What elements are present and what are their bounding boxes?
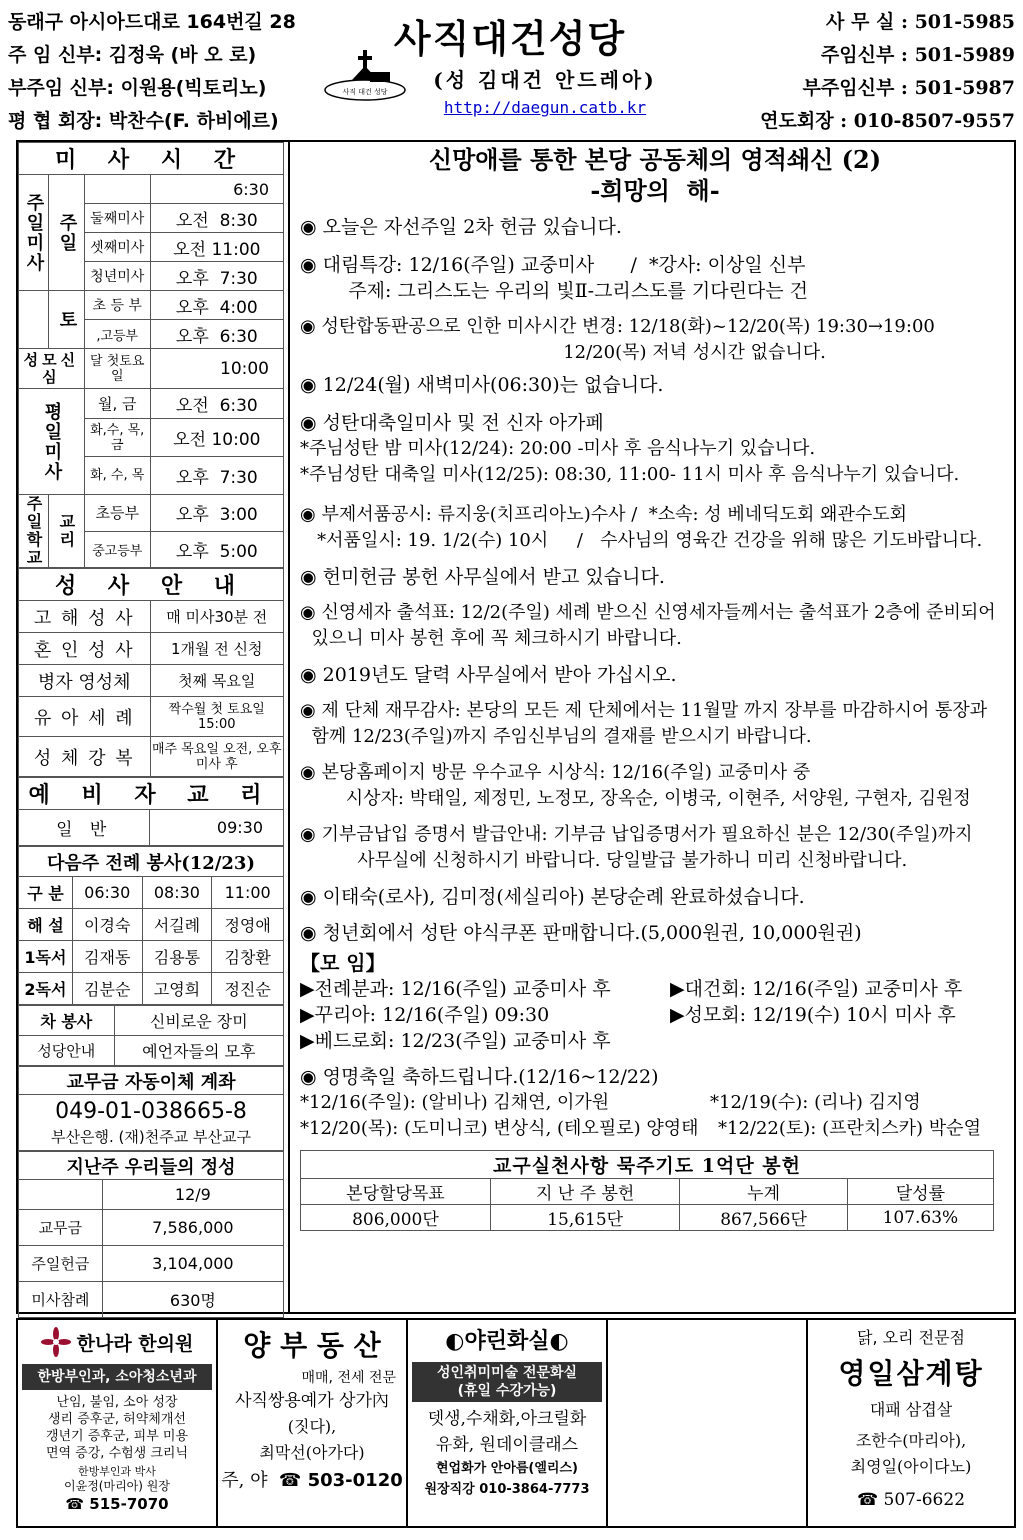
guide-label: 성당안내 — [19, 1036, 115, 1066]
guide-value: 예언자들의 모후 — [114, 1036, 283, 1066]
meetings-title: 【모 임】 — [300, 951, 386, 975]
header-right-phones — [735, 6, 1015, 138]
mass-ampm: 오전 — [175, 210, 209, 231]
clinic-services — [18, 1394, 216, 1462]
school-name: 초등부 — [84, 495, 150, 532]
mass-name: 초 등 부 — [84, 291, 150, 320]
meeting-item: ▶대건회: 12/16(주일) 교중미사 후 — [670, 978, 963, 1000]
weekday-time: 6:30 — [219, 396, 258, 416]
mass-time: 8:30 — [219, 210, 258, 231]
bullet-icon: ◉ — [300, 664, 317, 686]
weekday-time: 10:00 — [211, 430, 261, 450]
school-time: 5:00 — [219, 541, 258, 562]
weekday-name: 월, 금 — [84, 389, 150, 419]
council-president: 평 협 회장: 박찬수(F. 하비에르) — [8, 110, 279, 132]
mass-name: ,고등부 — [84, 320, 150, 349]
offering-title: 지난주 우리들의 정성 — [19, 1152, 284, 1180]
mass-time: 6:30 — [233, 179, 269, 199]
holy-mother-name: 달 첫토요일 — [84, 349, 150, 389]
sacrament-info: 1개월 전 신청 — [150, 633, 284, 665]
account-table — [18, 1066, 284, 1151]
weekday-name: 화,수, 목, 금 — [84, 419, 150, 457]
bullet-icon: ◉ — [300, 504, 316, 525]
clinic-line: 생리 증후군, 허약체개선 — [48, 1412, 186, 1427]
announcements — [300, 144, 1010, 1231]
church-name: 사직대건성당 — [393, 17, 627, 61]
sacrament-name: 유 아 세 례 — [19, 697, 151, 737]
service-table — [18, 846, 284, 1005]
school-name: 중고등부 — [84, 531, 150, 568]
mass-ampm: 오후 — [175, 326, 209, 347]
catechumen-time: 09:30 — [150, 810, 284, 846]
announcement-text: 부제서품공시: 류지웅(치프리아노)수사 / *소속: 성 베네딕도회 왜관수도회 — [321, 504, 907, 525]
catechumen-label: 일 반 — [19, 810, 150, 846]
service-title: 다음주 전례 봉사(12/23) — [19, 847, 284, 877]
service-cell: 11:00 — [212, 877, 284, 909]
announcement-text: 이태숙(로사), 김미정(세실리아) 본당순례 완료하셨습니다. — [322, 886, 805, 908]
weekday-time: 7:30 — [219, 468, 258, 488]
rosary-program-table — [300, 1150, 994, 1231]
art-band-line1: 성인취미미술 전문화실 — [436, 1365, 578, 1381]
clinic-doc1: 한방부인과 박사 — [78, 1465, 156, 1478]
mass-ampm: 오후 — [175, 297, 209, 318]
announcement-item — [300, 314, 1010, 366]
pastor-phone: 주임신부 : 501-5989 — [820, 44, 1015, 66]
offering-label: 미사참례 — [19, 1282, 103, 1318]
pastor: 주 임 신부: 김정욱 (바 오 로) — [8, 44, 257, 66]
samgye-name: 영일삼계탕 — [838, 1357, 984, 1390]
offering-date: 12/9 — [102, 1180, 283, 1210]
clinic-doc2: 이윤정(마리아) 원장 — [64, 1479, 170, 1493]
mass-time: 6:30 — [219, 326, 258, 347]
sacrament-name: 성 체 강 복 — [19, 737, 151, 777]
saturday-sub-label: 토 — [48, 291, 84, 349]
announcement-text: 2019년도 달력 사무실에서 받아 가십시오. — [322, 664, 677, 686]
announcement-item — [300, 214, 1010, 240]
bullet-icon: ◉ — [300, 886, 317, 908]
clinic-line: 갱년기 증후군, 피부 미용 — [45, 1429, 189, 1444]
vigil-phone: 연도회장 : 010-8507-9557 — [760, 110, 1015, 132]
ad-clinic — [18, 1320, 218, 1526]
announcement-item — [300, 502, 1010, 554]
feast-item: *12/16(주일): (알비나) 김채연, 이가원 — [300, 1092, 610, 1113]
feast-row — [300, 1116, 1010, 1142]
main-heading: 신망애를 통한 본당 공동체의 영적쇄신 (2) — [428, 145, 882, 174]
meeting-item: ▶성모회: 12/19(수) 10시 미사 후 — [670, 1004, 956, 1026]
service-cell: 김재동 — [72, 941, 142, 973]
realty-person2: 최막선(아가다) — [259, 1443, 365, 1462]
announcement-text: 대림특강: 12/16(주일) 교중미사 / *강사: 이상일 신부 — [322, 254, 806, 276]
mass-ampm: 오전 — [173, 239, 207, 260]
bullet-icon: ◉ — [300, 762, 316, 783]
announcement-text: 성탄대축일미사 및 전 신자 아가페 — [322, 412, 604, 434]
service-row-label: 1독서 — [19, 941, 73, 973]
bullet-icon: ◉ — [300, 700, 316, 721]
sacrament-name: 병자 영성체 — [19, 665, 151, 697]
tea-service-label: 차 봉사 — [19, 1006, 115, 1036]
announcement-item — [300, 698, 1010, 750]
mass-time: 4:00 — [219, 297, 258, 318]
announcement-item — [300, 920, 1010, 946]
assistant-phone: 부주임신부 : 501-5987 — [802, 77, 1015, 99]
offering-value: 3,104,000 — [102, 1246, 283, 1282]
office-phone: 사 무 실 : 501-5985 — [826, 11, 1015, 33]
announcement-text: 청년회에서 성탄 야식쿠폰 판매합니다.(5,000원권, 10,000원권) — [322, 922, 862, 944]
main-subheading: -희망의 해- — [590, 176, 720, 205]
sacraments-table — [18, 568, 284, 777]
feast-row — [300, 1090, 1010, 1116]
website-link[interactable]: http://daegun.catb.kr — [443, 98, 647, 117]
feast-item: *12/22(토): (프란치스카) 박순열 — [718, 1118, 981, 1139]
announcement-text: 성탄합동판공으로 인한 미사시간 변경: 12/18(화)~12/20(목) 19:30→19:00 — [321, 316, 935, 337]
announcement-text: 있으니 미사 봉헌 후에 꼭 체크하시기 바랍니다. — [311, 628, 682, 649]
realty-contact — [218, 1466, 406, 1496]
bullet-icon: ◉ — [300, 374, 317, 396]
flower-icon — [41, 1327, 71, 1357]
mass-name — [84, 175, 150, 204]
catechumen-table — [18, 777, 284, 846]
bullet-icon: ◉ — [300, 1066, 317, 1088]
bullet-icon: ◉ — [300, 566, 317, 588]
weekday-mass-label: 평일미사 — [19, 389, 85, 495]
announcement-text: 12/20(목) 저녁 성시간 없습니다. — [300, 342, 826, 363]
feast-list — [300, 1090, 1010, 1142]
art-teacher: 현업화가 안아름(엘리스) — [436, 1461, 578, 1476]
service-cell: 06:30 — [72, 877, 142, 909]
sacrament-name: 혼 인 성 사 — [19, 633, 151, 665]
meetings-list — [300, 976, 1010, 1054]
announcement-item — [300, 564, 1010, 590]
feast-title: 영명축일 축하드립니다.(12/16~12/22) — [322, 1066, 659, 1088]
patron-saint: (성 김대건 안드레아) — [433, 68, 657, 92]
announcement-text: 오늘은 자선주일 2차 헌금 있습니다. — [322, 216, 622, 238]
column-divider — [288, 142, 290, 1312]
service-cell: 김용통 — [142, 941, 212, 973]
address: 동래구 아시아드대로 164번길 28 — [8, 11, 296, 33]
account-bank: 부산은행. (재)천주교 부산교구 — [51, 1127, 251, 1146]
ad-samgyetang — [808, 1320, 1014, 1526]
announcement-text: 제 단체 재무감사: 본당의 모든 제 단체에서는 11월말 까지 장부를 마감하시어 통장과 — [321, 700, 988, 721]
sacrament-info: 첫째 목요일 — [150, 665, 284, 697]
svg-text:사직 대건 성당: 사직 대건 성당 — [342, 88, 388, 96]
announcement-text: 주제: 그리스도는 우리의 빛Ⅱ-그리스도를 기다린다는 건 — [300, 280, 809, 302]
service-cell: 고영희 — [142, 973, 212, 1005]
clinic-line: 난임, 불임, 소아 성장 — [56, 1395, 178, 1410]
holy-mother-label: 성모신심 — [19, 349, 85, 389]
sunday-school-sub: 교리 — [48, 495, 84, 568]
bullet-icon: ◉ — [300, 922, 317, 944]
program-value: 867,566단 — [680, 1205, 847, 1231]
sunday-school-label: 주일학교 — [19, 495, 49, 568]
service-cell: 김분순 — [72, 973, 142, 1005]
meeting-item: ▶베드로회: 12/23(주일) 교중미사 후 — [300, 1030, 611, 1052]
account-title: 교무금 자동이체 계좌 — [19, 1067, 284, 1095]
mass-name: 청년미사 — [84, 262, 150, 291]
school-ampm: 오후 — [175, 541, 209, 562]
program-header: 누계 — [680, 1179, 847, 1205]
announcement-text: *서품일시: 19. 1/2(수) 10시 / 수사님의 영육간 건강을 위해 많은 기도바랍니다. — [300, 530, 983, 551]
announcement-item — [300, 372, 1010, 398]
sacraments-title: 성 사 안 내 — [19, 569, 284, 601]
mass-schedule-table — [18, 142, 284, 568]
clinic-line: 면역 증강, 수험생 크리닉 — [45, 1446, 189, 1461]
announcement-item — [300, 760, 1010, 812]
art-band-line2: (휴일 수강가능) — [457, 1383, 557, 1399]
sacrament-info: 매 미사30분 전 — [150, 601, 284, 633]
mass-name: 셋째미사 — [84, 233, 150, 262]
account-number: 049-01-038665-8 — [55, 1098, 247, 1124]
service-cell: 정진순 — [212, 973, 284, 1005]
weekday-ampm: 오후 — [175, 468, 209, 488]
realty-hours: 주, 야 — [221, 1470, 268, 1491]
program-value: 107.63% — [847, 1205, 993, 1231]
mass-time: 11:00 — [211, 239, 261, 260]
assistant-pastor: 부주임 신부: 이원용(빅토리노) — [8, 77, 267, 99]
realty-location: 사직쌍용예가 상가內 — [235, 1391, 389, 1411]
art-band — [412, 1362, 602, 1402]
header-left-info — [8, 6, 298, 138]
bullet-icon: ◉ — [300, 254, 317, 276]
sacrament-info: 매주 목요일 오전, 오후 미사 후 — [150, 737, 284, 777]
meeting-item: ▶꾸리아: 12/16(주일) 09:30 — [300, 1004, 550, 1026]
realty-phone: ☎ 503-0120 — [278, 1470, 403, 1491]
art-phone: 원장직강 010-3864-7773 — [424, 1482, 590, 1497]
school-ampm: 오후 — [175, 505, 209, 526]
offering-value: 630명 — [102, 1282, 283, 1318]
announcement-item — [300, 252, 1010, 304]
holy-mother-time: 10:00 — [150, 349, 283, 389]
tea-service-value: 신비로운 장미 — [114, 1006, 283, 1036]
program-value: 15,615단 — [490, 1205, 679, 1231]
bullet-icon: ◉ — [300, 316, 316, 337]
meeting-item: ▶전례분과: 12/16(주일) 교중미사 후 — [300, 978, 611, 1000]
clinic-name: 한나라 한의원 — [76, 1332, 194, 1355]
ad-realty — [218, 1320, 408, 1526]
announcement-text: 헌미헌금 봉헌 사무실에서 받고 있습니다. — [322, 566, 665, 588]
sunday-sub-label: 주일 — [48, 175, 84, 291]
school-time: 3:00 — [219, 505, 258, 526]
clinic-band: 한방부인과, 소아청소년과 — [22, 1364, 212, 1390]
art-line: 유화, 원데이클래스 — [435, 1435, 579, 1455]
mass-time: 7:30 — [219, 268, 258, 289]
rosary-program-title: 교구실천사항 묵주기도 1억단 봉헌 — [301, 1151, 994, 1179]
service-cell: 08:30 — [142, 877, 212, 909]
offering-value: 7,586,000 — [102, 1210, 283, 1246]
offering-table — [18, 1151, 284, 1318]
bullet-icon: ◉ — [300, 412, 317, 434]
header-center — [300, 4, 720, 144]
clinic-header — [18, 1320, 216, 1364]
sacrament-name: 고 해 성 사 — [19, 601, 151, 633]
meeting-row — [300, 1028, 1010, 1054]
weekday-name: 화, 수, 목 — [84, 457, 150, 495]
left-column — [18, 142, 284, 1318]
christmas-sub: *주님성탄 밤 미사(12/24): 20:00 -미사 후 음식나누기 있습니다. — [300, 438, 816, 459]
service-row-label: 2독서 — [19, 973, 73, 1005]
offering-label: 주일헌금 — [19, 1246, 103, 1282]
samgye-top: 닭, 오리 전문점 — [857, 1328, 965, 1347]
sunday-mass-label: 주일미사 — [19, 175, 49, 291]
samgye-sub: 대패 삼겹살 — [869, 1400, 953, 1419]
announcement-text: 기부금납입 증명서 발급안내: 기부금 납입증명서가 필요하신 분은 12/30(주일)까지 — [321, 824, 973, 845]
announcement-item — [300, 410, 1010, 436]
announcement-item — [300, 662, 1010, 688]
christmas-sub: *주님성탄 대축일 미사(12/25): 08:30, 11:00- 11시 미사 후 음식나누기 있습니다. — [300, 464, 960, 485]
samgye-owner1: 조한수(마리아), — [855, 1431, 967, 1450]
meeting-row — [300, 1002, 1010, 1028]
mass-name: 둘째미사 — [84, 204, 150, 233]
ads-section — [16, 1318, 1016, 1528]
announcement-item — [300, 600, 1010, 652]
program-header: 달성률 — [847, 1179, 993, 1205]
art-line: 뎃생,수채화,아크릴화 — [427, 1409, 587, 1429]
ad-art-studio — [408, 1320, 608, 1526]
weekday-ampm: 오전 — [173, 430, 207, 450]
sacrament-info: 짝수월 첫 토요일 15:00 — [150, 697, 284, 737]
announcement-text: 사무실에 신청하시기 바랍니다. 당일발급 불가하니 미리 신청바랍니다. — [300, 850, 908, 871]
announcement-item — [300, 822, 1010, 874]
program-value: 806,000단 — [301, 1205, 491, 1231]
art-name: ◐야린화실◐ — [445, 1329, 569, 1354]
announcement-text: 함께 12/23(주일)까지 주임신부님의 결재를 받으시기 바랍니다. — [311, 726, 812, 747]
program-header: 지 난 주 봉헌 — [490, 1179, 679, 1205]
program-header: 본당할당목표 — [301, 1179, 491, 1205]
service-extra-table — [18, 1005, 284, 1066]
samgye-phone: ☎ 507-6622 — [856, 1490, 966, 1510]
announcement-text: 시상자: 박태일, 제정민, 노정모, 장옥순, 이병국, 이현주, 서양원, 구현자, 김원정 — [300, 788, 971, 809]
feast-item: *12/19(수): (리나) 김지영 — [710, 1092, 921, 1113]
announcement-text: 본당홈페이지 방문 우수교우 시상식: 12/16(주일) 교중미사 중 — [321, 762, 811, 783]
service-row-label: 해 설 — [19, 909, 73, 941]
realty-person1: (짓다), — [287, 1417, 337, 1436]
mass-schedule-title: 미 사 시 간 — [19, 143, 284, 175]
samgye-owner2: 최영일(아이다노) — [850, 1457, 972, 1476]
bullet-icon: ◉ — [300, 602, 316, 623]
mass-ampm: 오후 — [175, 268, 209, 289]
announcement-item — [300, 884, 1010, 910]
bullet-icon: ◉ — [300, 824, 316, 845]
realty-name: 양 부 동 산 — [243, 1329, 381, 1362]
service-cell: 정영애 — [212, 909, 284, 941]
ad-empty-space — [608, 1320, 808, 1526]
weekday-ampm: 오전 — [175, 396, 209, 416]
service-row-label: 구 분 — [19, 877, 73, 909]
service-cell: 이경숙 — [72, 909, 142, 941]
catechumen-title: 예 비 자 교 리 — [19, 778, 284, 810]
announcement-text: 12/24(월) 새벽미사(06:30)는 없습니다. — [322, 374, 664, 396]
feast-item: *12/20(목): (도미니코) 변상식, (테오필로) 양영태 — [300, 1118, 699, 1139]
realty-sub: 매매, 전세 전문 — [301, 1370, 396, 1386]
service-cell: 서길례 — [142, 909, 212, 941]
service-cell: 김창환 — [212, 941, 284, 973]
bullet-icon: ◉ — [300, 216, 317, 238]
offering-label: 교무금 — [19, 1210, 103, 1246]
feast-title-row — [300, 1064, 1010, 1090]
announcement-text: 신영세자 출석표: 12/2(주일) 세례 받으신 신영세자들께서는 출석표가 2층에 준비되어 — [321, 602, 996, 623]
clinic-phone: ☎ 515-7070 — [65, 1495, 169, 1513]
meeting-row — [300, 976, 1010, 1002]
